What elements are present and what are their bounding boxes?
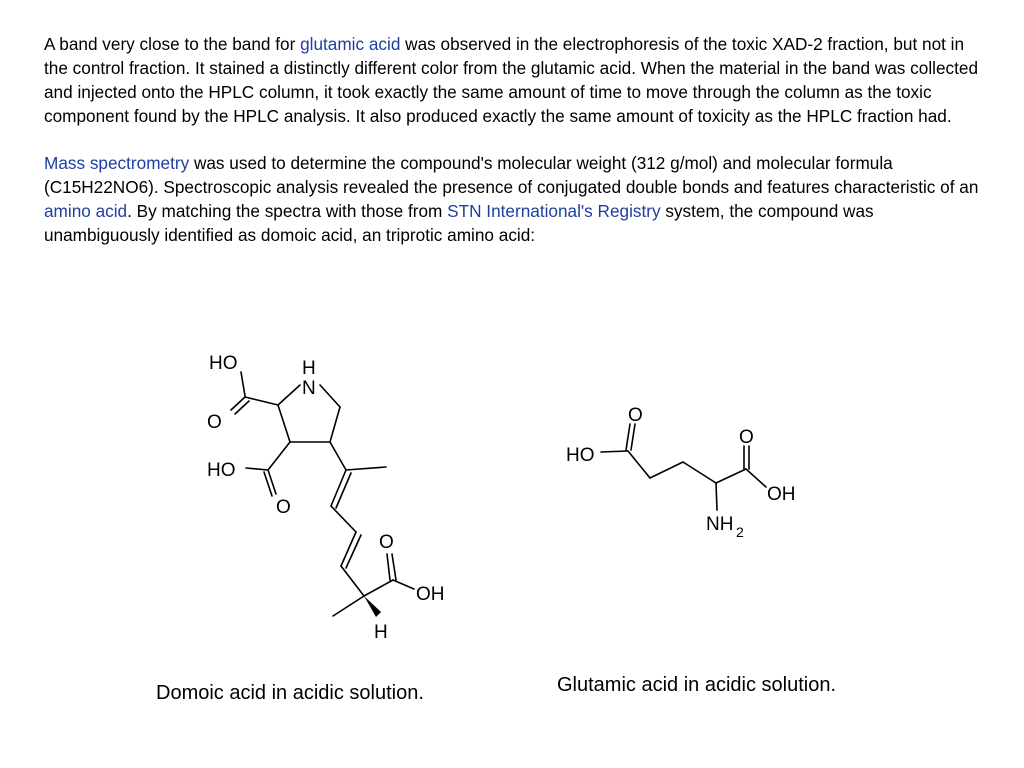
glutamic-acid-structure bbox=[560, 400, 810, 545]
paragraph-1-text-b: was observed in the electrophoresis of the toxic XAD-2 fraction, but not in the control fraction. It stained a distinctly different color from the glutamic acid. When the material in the band was collected and injected onto the HPLC column, it took exactly the same amount of time to move through the column as the toxic component found by the HPLC analysis. It also produced exactly the same amount of toxicity as the HPLC fraction had. bbox=[44, 34, 979, 126]
domoic-label-ho-mid: HO bbox=[207, 460, 236, 481]
glu-label-o-top-left: O bbox=[628, 405, 643, 426]
glu-label-oh: OH bbox=[767, 484, 796, 505]
domoic-label-ho-top: HO bbox=[209, 353, 238, 374]
mass-spectrometry-link[interactable]: Mass spectrometry bbox=[44, 153, 190, 173]
glutamic-acid-link[interactable]: glutamic acid bbox=[300, 34, 401, 54]
domoic-label-n: N bbox=[302, 378, 316, 399]
glu-label-ho: HO bbox=[566, 445, 595, 466]
paragraph-2 bbox=[44, 151, 989, 247]
paragraph-2-text-a: was used to determine the compound's molecular weight (312 g/mol) and molecular formula (C15H22NO6). Spectroscopic analysis revealed the presence of conjugated double bonds and features characteristic of an bbox=[44, 153, 979, 197]
paragraph-1 bbox=[44, 32, 989, 128]
domoic-label-oh: OH bbox=[416, 584, 445, 605]
domoic-label-o-left: O bbox=[207, 412, 222, 433]
amino-acid-link[interactable]: amino acid bbox=[44, 201, 128, 221]
domoic-label-nh-h: H bbox=[302, 358, 316, 379]
paragraph-2-text-c: system, the compound was unambiguously identified as domoic acid, an triprotic amino acid: bbox=[44, 201, 874, 245]
glu-label-o-top-right: O bbox=[739, 427, 754, 448]
glutamic-acid-caption: Glutamic acid in acidic solution. bbox=[557, 674, 837, 696]
domoic-label-h: H bbox=[374, 622, 388, 643]
glu-label-subscript-2: 2 bbox=[736, 524, 744, 540]
domoic-acid-structure bbox=[190, 340, 480, 650]
stn-registry-link[interactable]: STN International's Registry bbox=[447, 201, 661, 221]
glu-label-nh: NH bbox=[706, 514, 734, 535]
paragraph-2-text-b: . By matching the spectra with those from bbox=[127, 201, 448, 221]
domoic-acid-caption: Domoic acid in acidic solution. bbox=[156, 682, 424, 704]
domoic-label-o-mid: O bbox=[276, 497, 291, 518]
paragraph-1-text-a: A band very close to the band for bbox=[44, 34, 301, 54]
domoic-label-o-right: O bbox=[379, 532, 394, 553]
